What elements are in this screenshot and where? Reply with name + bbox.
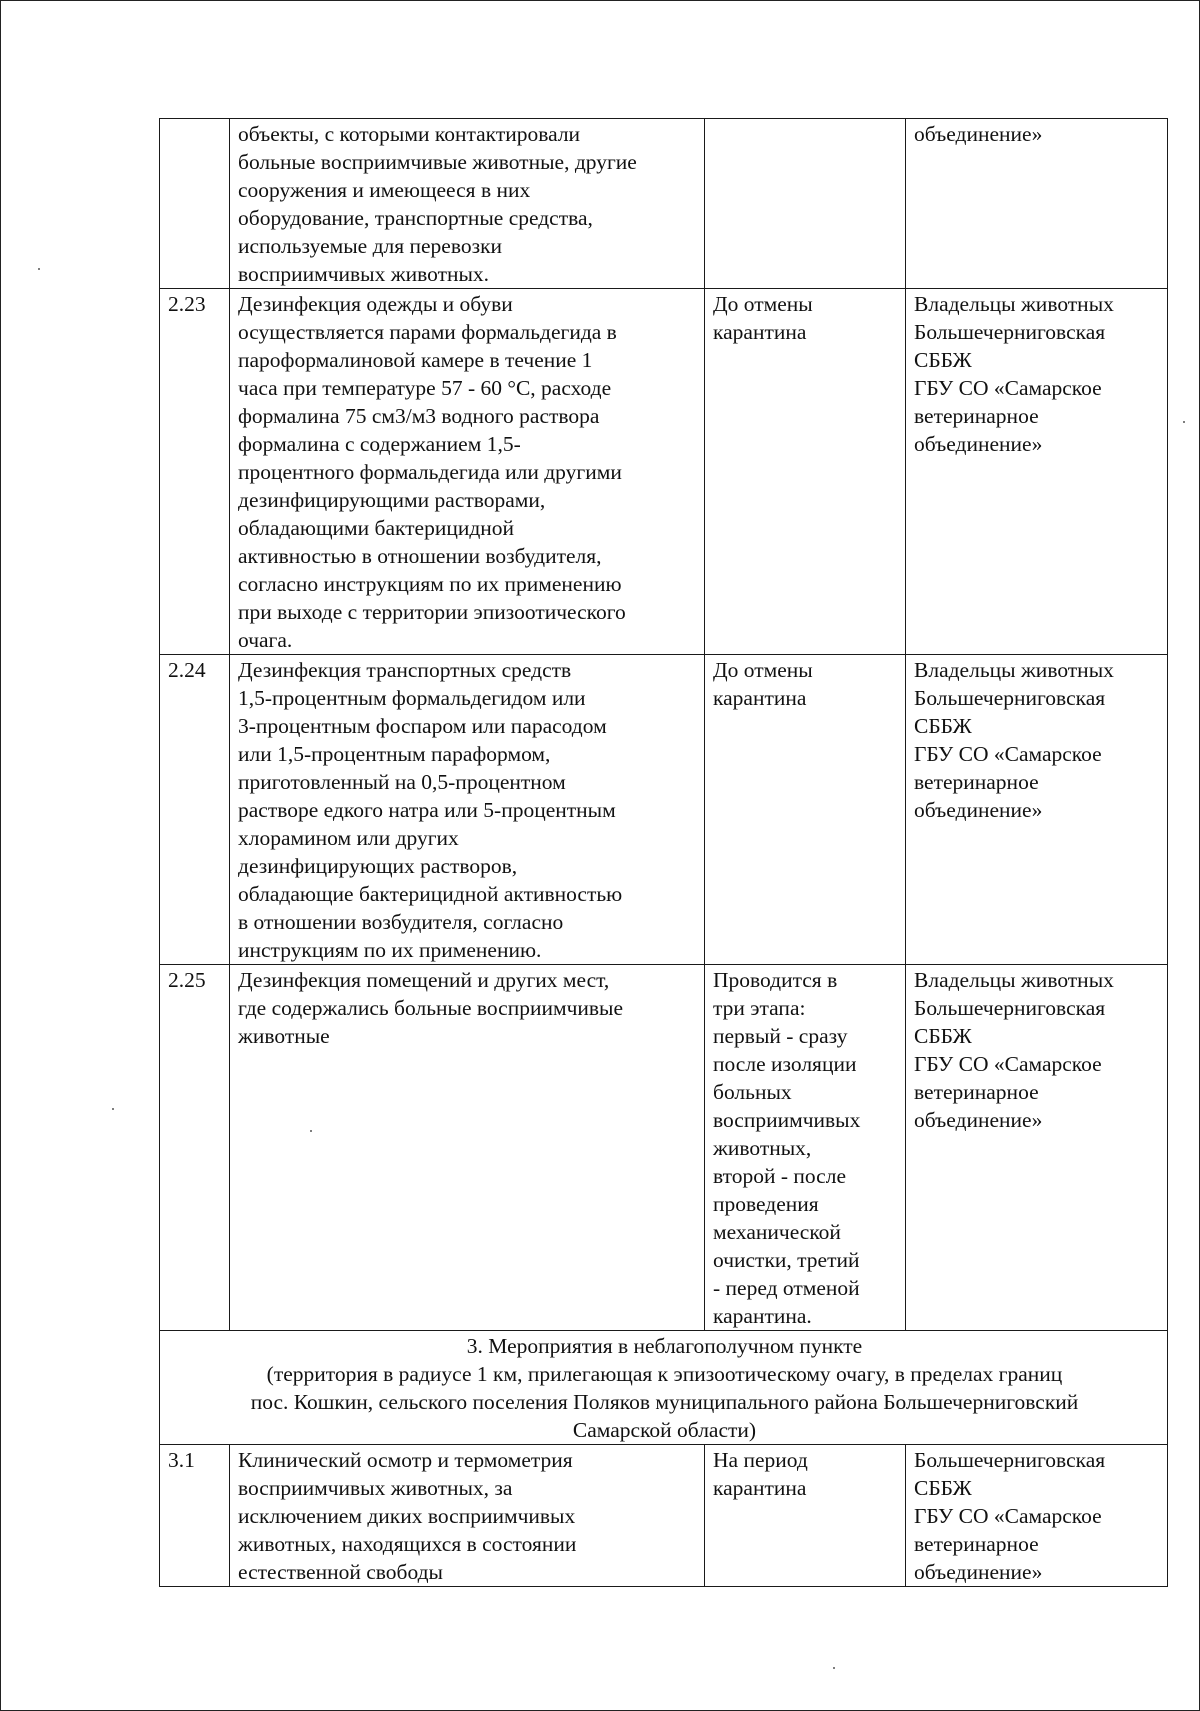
section-header-row: [160, 1331, 1168, 1445]
measure-text-line: формалина 75 см3/м3 водного раствора: [238, 404, 600, 428]
term-text-line: карантина: [713, 1476, 807, 1500]
measure-text-line: процентного формальдегида или другими: [238, 460, 622, 484]
term-text-line: карантина: [713, 320, 807, 344]
term-text-line: Проводится в: [713, 968, 838, 992]
responsible-text: [906, 655, 1168, 965]
measure-text-line: животных, находящихся в состоянии: [238, 1532, 577, 1556]
scan-speck: [1183, 421, 1185, 423]
term-text-line: больных: [713, 1080, 792, 1104]
table-row: [160, 1445, 1168, 1587]
responsible-text-line: Большечерниговская: [914, 1448, 1106, 1472]
measure-text-line: 3-процентным фоспаром или парасодом: [238, 714, 607, 738]
measure-text-line: где содержались больные восприимчивые: [238, 996, 624, 1020]
responsible-text-line: Большечерниговская: [914, 320, 1106, 344]
measure-text-line: сооружения и имеющееся в них: [238, 178, 531, 202]
measure-text-line: или 1,5-процентным параформом,: [238, 742, 551, 766]
measure-text-line: исключением диких восприимчивых: [238, 1504, 576, 1528]
term-text: [705, 289, 906, 655]
term-text-line: восприимчивых: [713, 1108, 861, 1132]
section-heading-line: 3. Мероприятия в неблагополучном пункте: [466, 1334, 863, 1358]
responsible-text-line: СББЖ: [914, 1024, 972, 1048]
measure-text-line: хлорамином или других: [238, 826, 459, 850]
item-number: 3.1: [160, 1445, 230, 1587]
term-text-line: очистки, третий: [713, 1248, 860, 1272]
measure-text: [230, 965, 705, 1331]
responsible-text-line: объединение»: [914, 1560, 1043, 1584]
term-text-line: До отмены: [713, 292, 813, 316]
responsible-text: [906, 965, 1168, 1331]
term-text-line: первый - сразу: [713, 1024, 848, 1048]
responsible-text-line: Большечерниговская: [914, 996, 1106, 1020]
measure-text-line: согласно инструкциям по их применению: [238, 572, 622, 596]
term-text-line: после изоляции: [713, 1052, 857, 1076]
term-text-line: На период: [713, 1448, 808, 1472]
measure-text-line: восприимчивых животных, за: [238, 1476, 513, 1500]
measure-text-line: оборудование, транспортные средства,: [238, 206, 593, 230]
responsible-text-line: объединение»: [914, 432, 1043, 456]
scan-speck: [112, 1108, 114, 1110]
responsible-text-line: объединение»: [914, 122, 1043, 146]
measure-text-line: Клинический осмотр и термометрия: [238, 1448, 573, 1472]
measure-text-line: в отношении возбудителя, согласно: [238, 910, 564, 934]
item-number: 2.23: [160, 289, 230, 655]
measure-text-line: восприимчивых животных.: [238, 262, 490, 286]
responsible-text-line: Большечерниговская: [914, 686, 1106, 710]
responsible-text-line: СББЖ: [914, 348, 972, 372]
responsible-text-line: объединение»: [914, 1108, 1043, 1132]
measure-text-line: активностью в отношении возбудителя,: [238, 544, 602, 568]
measure-text-line: дезинфицирующими растворами,: [238, 488, 546, 512]
responsible-text-line: Владельцы животных: [914, 292, 1114, 316]
table-row: [160, 655, 1168, 965]
measure-text: [230, 655, 705, 965]
responsible-text-line: Владельцы животных: [914, 658, 1114, 682]
table-row: [160, 119, 1168, 289]
term-text: [705, 119, 906, 289]
measure-text-line: приготовленный на 0,5-процентном: [238, 770, 566, 794]
section-heading-line: (территория в радиусе 1 км, прилегающая к эпизоотическому очагу, в пределах границ: [266, 1362, 1063, 1386]
term-text-line: карантина.: [713, 1304, 812, 1328]
responsible-text-line: ГБУ СО «Самарское: [914, 742, 1102, 766]
table-row: [160, 289, 1168, 655]
measure-text-line: больные восприимчивые животные, другие: [238, 150, 637, 174]
measure-text-line: пароформалиновой камере в течение 1: [238, 348, 593, 372]
table-body: [160, 119, 1168, 1587]
responsible-text: [906, 1445, 1168, 1587]
item-number: 2.25: [160, 965, 230, 1331]
measure-text-line: дезинфицирующих растворов,: [238, 854, 518, 878]
section-heading-line: Самарской области): [572, 1418, 757, 1442]
scan-speck: [833, 1667, 835, 1669]
measure-text-line: 1,5-процентным формальдегидом или: [238, 686, 586, 710]
responsible-text-line: ветеринарное: [914, 1080, 1039, 1104]
item-number: 2.24: [160, 655, 230, 965]
measure-text-line: Дезинфекция помещений и других мест,: [238, 968, 610, 992]
item-number: [160, 119, 230, 289]
measures-table: [159, 118, 1168, 1587]
term-text-line: механической: [713, 1220, 841, 1244]
term-text-line: второй - после: [713, 1164, 846, 1188]
measure-text-line: обладающие бактерицидной активностью: [238, 882, 623, 906]
measure-text-line: Дезинфекция транспортных средств: [238, 658, 572, 682]
table-row: [160, 965, 1168, 1331]
term-text: [705, 1445, 906, 1587]
responsible-text-line: ГБУ СО «Самарское: [914, 376, 1102, 400]
term-text-line: - перед отменой: [713, 1276, 860, 1300]
measure-text-line: объекты, с которыми контактировали: [238, 122, 581, 146]
measure-text-line: животные: [238, 1024, 330, 1048]
measure-text-line: используемые для перевозки: [238, 234, 503, 258]
term-text-line: проведения: [713, 1192, 819, 1216]
section-heading-line: пос. Кошкин, сельского поселения Поляков муниципального района Большечерниговский: [250, 1390, 1079, 1414]
measure-text-line: инструкциям по их применению.: [238, 938, 542, 962]
measure-text-line: часа при температуре 57 - 60 °С, расходе: [238, 376, 612, 400]
measure-text-line: обладающими бактерицидной: [238, 516, 515, 540]
responsible-text-line: ветеринарное: [914, 770, 1039, 794]
measure-text-line: растворе едкого натра или 5-процентным: [238, 798, 616, 822]
responsible-text-line: ветеринарное: [914, 404, 1039, 428]
measure-text-line: естественной свободы: [238, 1560, 443, 1584]
responsible-text: [906, 119, 1168, 289]
measure-text: [230, 119, 705, 289]
responsible-text-line: ГБУ СО «Самарское: [914, 1052, 1102, 1076]
section-3-heading: [160, 1331, 1168, 1445]
term-text: [705, 965, 906, 1331]
term-text-line: животных,: [713, 1136, 812, 1160]
term-text: [705, 655, 906, 965]
measure-text-line: формалина с содержанием 1,5-: [238, 432, 521, 456]
responsible-text-line: СББЖ: [914, 1476, 972, 1500]
responsible-text: [906, 289, 1168, 655]
measure-text: [230, 289, 705, 655]
term-text-line: три этапа:: [713, 996, 806, 1020]
measure-text-line: осуществляется парами формальдегида в: [238, 320, 617, 344]
scan-speck: [310, 1130, 312, 1132]
scan-speck: [38, 268, 40, 270]
responsible-text-line: Владельцы животных: [914, 968, 1114, 992]
term-text-line: карантина: [713, 686, 807, 710]
responsible-text-line: ГБУ СО «Самарское: [914, 1504, 1102, 1528]
term-text-line: До отмены: [713, 658, 813, 682]
measure-text-line: очага.: [238, 628, 293, 652]
measure-text: [230, 1445, 705, 1587]
responsible-text-line: объединение»: [914, 798, 1043, 822]
responsible-text-line: СББЖ: [914, 714, 972, 738]
measure-text-line: Дезинфекция одежды и обуви: [238, 292, 513, 316]
measure-text-line: при выходе с территории эпизоотического: [238, 600, 626, 624]
responsible-text-line: ветеринарное: [914, 1532, 1039, 1556]
